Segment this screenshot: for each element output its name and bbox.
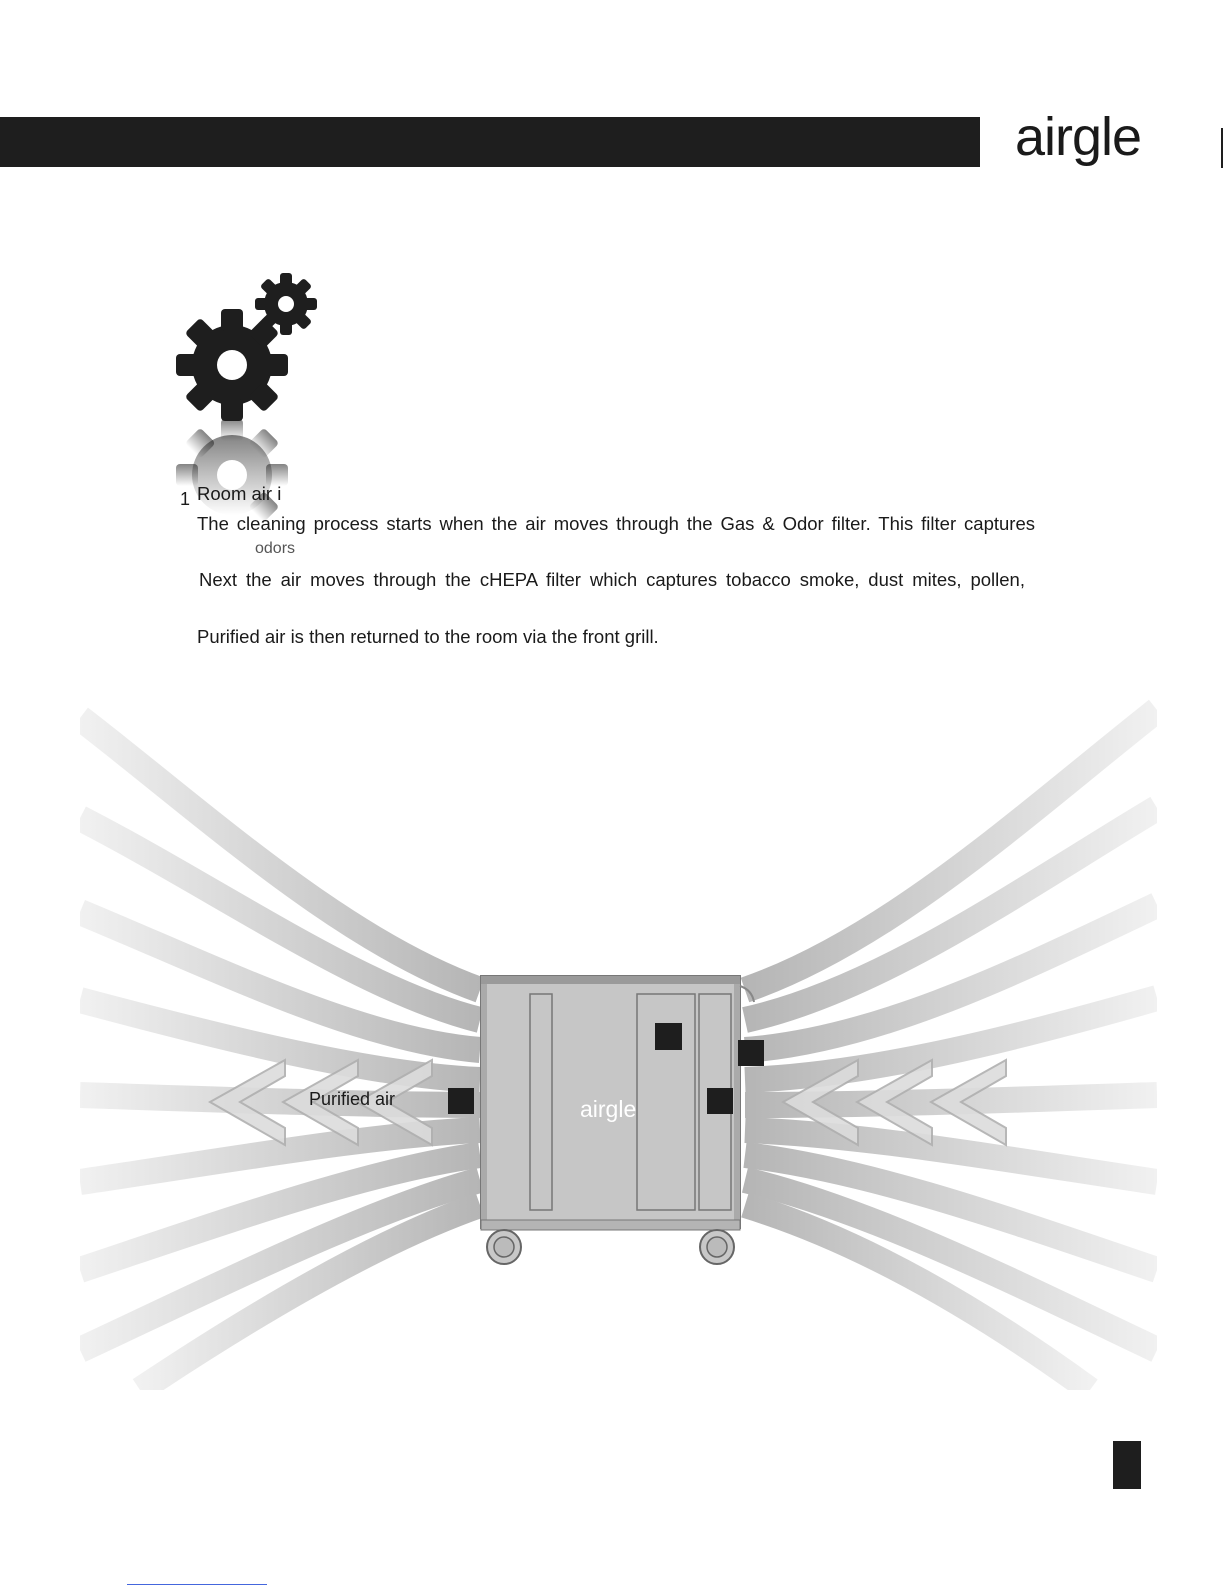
wheel-left-icon (487, 1230, 521, 1264)
unit-logo: airgle (580, 1096, 637, 1122)
header-bar (0, 117, 980, 167)
brand-logo: airgle (1015, 107, 1142, 167)
callout-marker (655, 1023, 682, 1050)
step-4-text: Purified air is then returned to the room via the front grill. (197, 626, 659, 647)
page-number-box (1113, 1441, 1141, 1489)
purified-air-label: Purified air (309, 1089, 396, 1109)
gears-icon (172, 270, 332, 550)
step-2-text: The cleaning process starts when the air moves through the Gas & Odor filter. This filter captures (197, 513, 1035, 534)
step-1-text: Room air i (197, 483, 282, 504)
callout-marker (448, 1088, 474, 1114)
airflow-diagram (80, 690, 1157, 1390)
air-streams-right (745, 710, 1157, 1390)
callout-marker (738, 1040, 764, 1066)
step-2-continued: odors (255, 540, 296, 557)
wheel-right-icon (700, 1230, 734, 1264)
air-streams-left (80, 718, 480, 1390)
page-edge-mark (1221, 128, 1223, 168)
callout-marker (707, 1088, 733, 1114)
step-3-text: Next the air moves through the cHEPA filter which captures tobacco smoke, dust mites, pollen, (199, 569, 1025, 590)
step-1-number: 1 (180, 489, 191, 509)
